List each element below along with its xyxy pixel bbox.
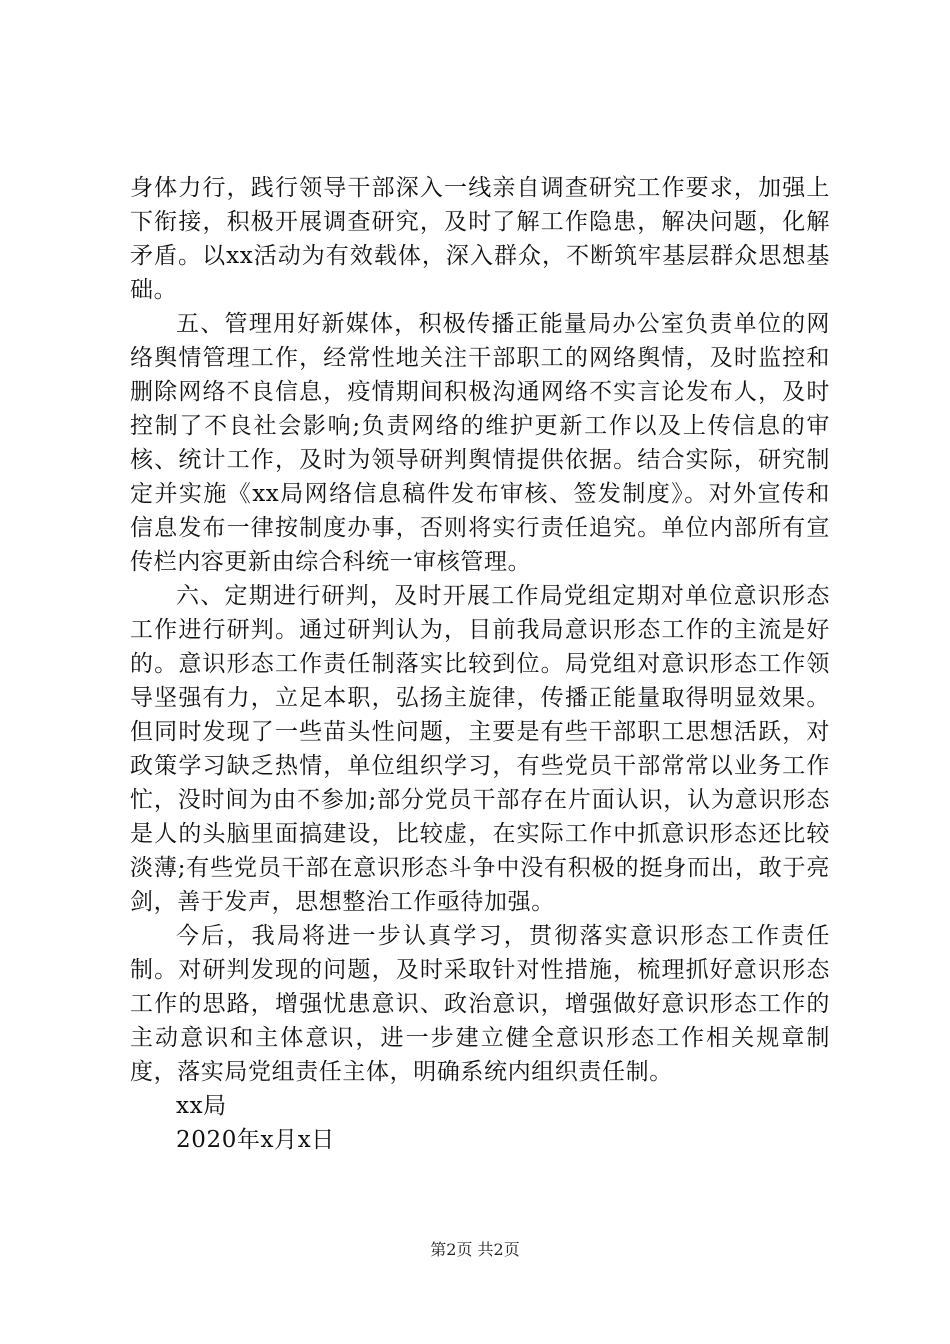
signature-date: 2020年x月x日 (176, 1127, 335, 1153)
paragraph-conclusion: 今后，我局将进一步认真学习，贯彻落实意识形态工作责任制。对研判发现的问题，及时采取针对性措施，梳理抓好意识形态工作的思路，增强忧患意识、政治意识，增强做好意识形态工作的主动意识和主体意识，进一步建立健全意识形态工作相关规章制度，落实局党组责任主体，明确系统内组织责任制。 (130, 923, 830, 1085)
paragraph-continuation: 身体力行，践行领导干部深入一线亲自调查研究工作要求，加强上下衔接，积极开展调查研究，及时了解工作隐患，解决问题，化解矛盾。以xx活动为有效载体，深入群众，不断筑牢基层群众思想基础。 (130, 175, 830, 303)
paragraph-section-six: 六、定期进行研判，及时开展工作局党组定期对单位意识形态工作进行研判。通过研判认为，目前我局意识形态工作的主流是好的。意识形态工作责任制落实比较到位。局党组对意识形态工作领导坚强有力，立足本职，弘扬主旋律，传播正能量取得明显效果。但同时发现了一些苗头性问题，主要是有些干部职工思想活跃，对政策学习缺乏热情，单位组织学习，有些党员干部常常以业务工作忙，没时间为由不参加;部分党员干部存在片面认识，认为意识形态是人的头脑里面搞建设，比较虚，在实际工作中抓意识形态还比较淡薄;有些党员干部在意识形态斗争中没有积极的挺身而出，敢于亮剑，善于发声，思想整治工作亟待加强。 (130, 583, 830, 915)
page-footer: 第2页 共2页 (430, 1240, 520, 1259)
signature-organization: xx局 (176, 1093, 227, 1119)
document-body (130, 171, 830, 1157)
paragraph-section-five: 五、管理用好新媒体，积极传播正能量局办公室负责单位的网络舆情管理工作，经常性地关注干部职工的网络舆情，及时监控和删除网络不良信息，疫情期间积极沟通网络不实言论发布人，及时控制了不良社会影响;负责网络的维护更新工作以及上传信息的审核、统计工作，及时为领导研判舆情提供依据。结合实际，研究制定并实施《xx局网络信息稿件发布审核、签发制度》。对外宣传和信息发布一律按制度办事，否则将实行责任追究。单位内部所有宣传栏内容更新由综合科统一审核管理。 (130, 311, 830, 575)
